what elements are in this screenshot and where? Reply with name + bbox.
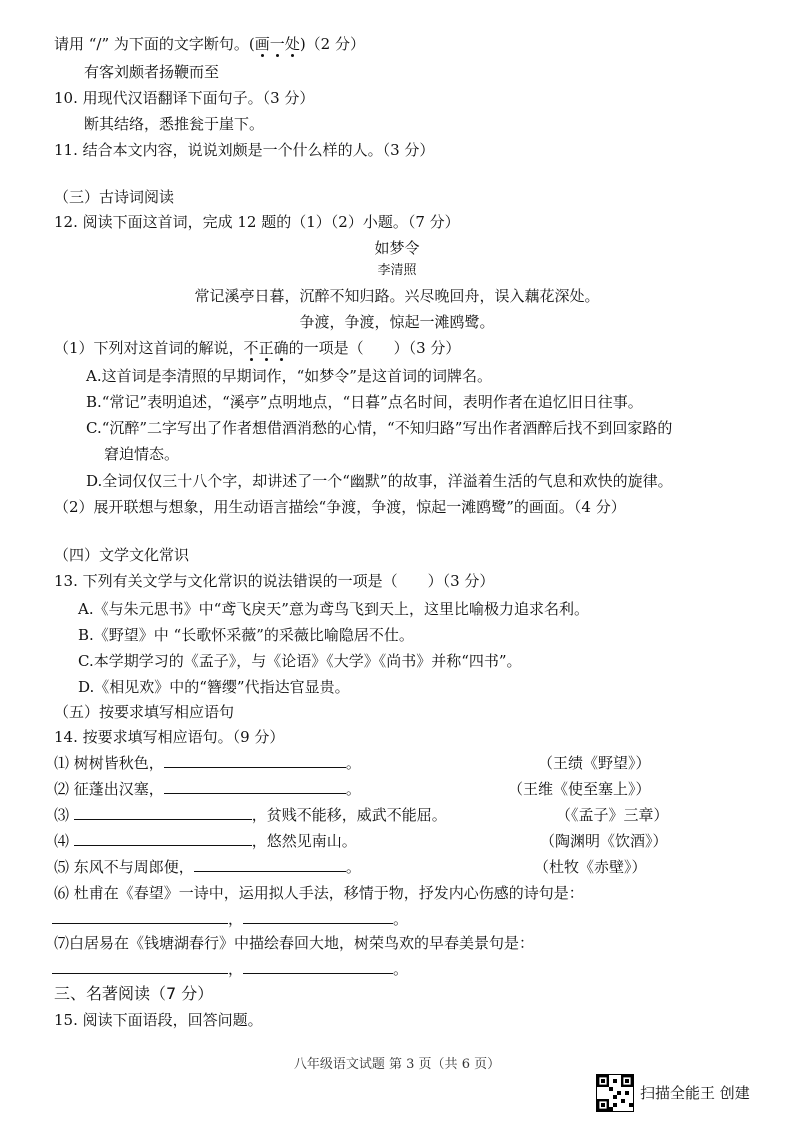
q14-item-1: ⑴ 树树皆秋色， 。 — [54, 754, 361, 772]
answer-blank[interactable] — [194, 857, 346, 872]
answer-blank[interactable] — [74, 831, 252, 846]
section-4-heading: （四）文学文化常识 — [54, 546, 190, 564]
poem-line-1: 常记溪亭日暮，沉醉不知归路。兴尽晚回舟，误入藕花深处。 — [194, 287, 600, 305]
q14-item-3-source: （《孟子》三章） — [556, 806, 669, 824]
q12-prompt: 12. 阅读下面这首词，完成 12 题的（1）（2）小题。（7 分） — [54, 213, 460, 231]
section-3-heading: （三）古诗词阅读 — [54, 188, 175, 206]
q14-item-7-answer: ， 。 — [52, 959, 408, 979]
part-3-heading: 三、名著阅读（7 分） — [54, 984, 214, 1003]
q10-passage: 断其结络，悉推瓮于崖下。 — [84, 115, 265, 133]
q14-item-5-source: （杜牧《赤壁》） — [534, 858, 647, 876]
answer-blank[interactable] — [243, 909, 393, 924]
q14-item-2: ⑵ 征蓬出汉塞， 。 — [54, 780, 361, 798]
q12-option-c: C.“沉醉”二字写出了作者想借酒消愁的心情，“不知归路”写出作者酒醉后找不到回家路的 — [86, 419, 673, 437]
q9-passage: 有客刘颇者扬鞭而至 — [84, 63, 220, 81]
q13-option-a: A.《与朱元思书》中“鸢飞戾天”意为鸢鸟飞到天上，这里比喻极力追求名利。 — [78, 600, 589, 618]
q14-item-7: ⑺白居易在《钱塘湖春行》中描绘春回大地，树荣鸟欢的早春美景句是： — [54, 934, 535, 952]
q14-item-6: ⑹ 杜甫在《春望》一诗中，运用拟人手法，移情于物，抒发内心伤感的诗句是： — [54, 884, 584, 902]
q14-item-1-source: （王绩《野望》） — [538, 754, 651, 772]
q14-prompt: 14. 按要求填写相应语句。（9 分） — [54, 728, 285, 746]
answer-blank[interactable] — [52, 959, 228, 974]
poem-title: 如梦令 — [374, 239, 420, 257]
qr-code-icon — [596, 1074, 634, 1112]
q12-option-d: D.全词仅仅三十八个字，却讲述了一个“幽默”的故事，洋溢着生活的气息和欢快的旋律。 — [86, 472, 673, 490]
q9-prompt: 请用 “/” 为下面的文字断句。(画一处)（2 分） — [54, 35, 365, 53]
answer-blank[interactable] — [243, 959, 393, 974]
q10-prompt: 10. 用现代汉语翻译下面句子。（3 分） — [54, 89, 315, 107]
answer-blank[interactable] — [164, 779, 346, 794]
q13-option-c: C.本学期学习的《孟子》，与《论语》《大学》《尚书》并称“四书”。 — [78, 652, 522, 670]
q12-sub2-prompt: （2）展开联想与想象，用生动语言描绘“争渡，争渡，惊起一滩鸥鹭”的画面。（4 分） — [54, 498, 626, 516]
q12-option-c-cont: 窘迫情态。 — [104, 445, 180, 463]
q14-item-5: ⑸ 东风不与周郎便， 。 — [54, 858, 361, 876]
q13-prompt: 13. 下列有关文学与文化常识的说法错误的一项是（ ）（3 分） — [54, 572, 495, 590]
q13-option-b: B.《野望》中 “长歌怀采薇”的采薇比喻隐居不仕。 — [78, 626, 414, 644]
poem-author: 李清照 — [377, 263, 417, 278]
page-footer: 八年级语文试题 第 3 页（共 6 页） — [293, 1057, 501, 1072]
q13-option-d: D.《相见欢》中的“簪缨”代指达官显贵。 — [78, 678, 350, 696]
q14-item-4: ⑷ ，悠然见南山。 — [54, 832, 357, 850]
section-5-heading: （五）按要求填写相应语句 — [54, 703, 235, 721]
q12-option-b: B.“常记”表明追述，“溪亭”点明地点，“日暮”点名时间，表明作者在追忆旧日往事。 — [86, 393, 643, 411]
answer-blank[interactable] — [52, 909, 228, 924]
q11-prompt: 11. 结合本文内容，说说刘颇是一个什么样的人。（3 分） — [54, 141, 435, 159]
q15-prompt: 15. 阅读下面语段，回答问题。 — [54, 1011, 263, 1029]
q14-item-2-source: （王维《使至塞上》） — [508, 780, 651, 798]
q12-sub1-prompt: （1）下列对这首词的解说，不正确的一项是（ ）（3 分） — [54, 339, 461, 357]
q14-item-3: ⑶ ，贫贱不能移，威武不能屈。 — [54, 806, 447, 824]
answer-blank[interactable] — [164, 753, 346, 768]
q14-item-6-answer: ， 。 — [52, 909, 408, 929]
q14-item-4-source: （陶渊明《饮酒》） — [540, 832, 668, 850]
answer-blank[interactable] — [74, 805, 252, 820]
q12-option-a: A.这首词是李清照的早期词作，“如梦令”是这首词的词牌名。 — [86, 367, 492, 385]
poem-line-2: 争渡，争渡，惊起一滩鸥鹭。 — [299, 313, 495, 331]
watermark-text: 扫描全能王 创建 — [640, 1084, 750, 1102]
